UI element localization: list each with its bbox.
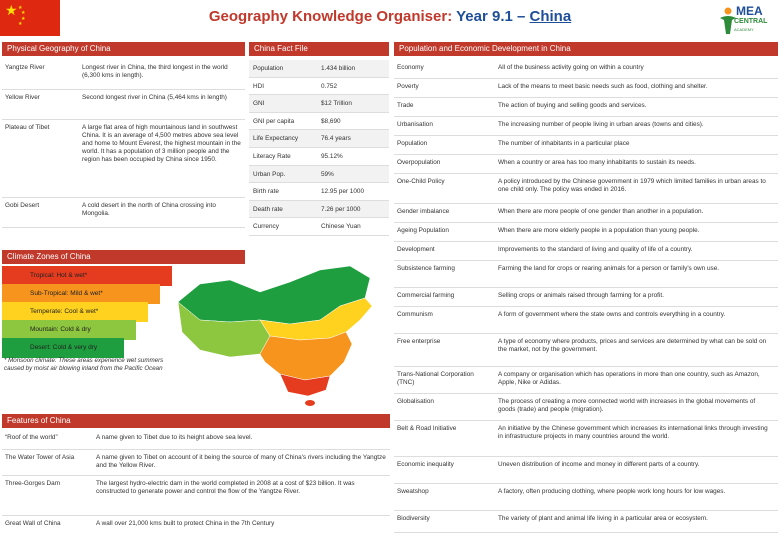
table-row xyxy=(2,120,245,198)
fact-label: Birth rate xyxy=(253,188,279,196)
term-definition: When there are more elderly people in a population than young people. xyxy=(498,227,700,234)
term-definition: Farming the land for crops or rearing animals for a person or family's own use. xyxy=(498,265,720,272)
fact-label: Currency xyxy=(253,223,279,231)
term-label: Free enterprise xyxy=(397,338,441,345)
table-row xyxy=(249,78,389,96)
climate-zone-label: Tropical: Hot & wet* xyxy=(30,272,88,279)
term-definition: Selling crops or animals raised through farming for a profit. xyxy=(498,292,664,299)
term-label: Yellow River xyxy=(5,94,40,101)
term-label: Population xyxy=(397,140,428,147)
climate-zone-swatch xyxy=(2,338,124,358)
table-row xyxy=(394,174,778,204)
logo-subtext-2: ACADEMY xyxy=(734,27,754,32)
table-row xyxy=(394,261,778,288)
table-row xyxy=(394,288,778,307)
term-label: Globalisation xyxy=(397,398,434,405)
term-definition: The largest hydro-electric dam in the world completed in 2008 at a cost of $23 billion. It was constructed to generate power and control the flow of the Yangtze River. xyxy=(96,480,355,495)
term-definition: Second longest river in China (5,464 kms in length) xyxy=(82,94,227,101)
physical-geography-heading: Physical Geography of China xyxy=(2,42,245,56)
table-row xyxy=(2,198,245,228)
term-definition: A wall over 21,000 kms built to protect China in the 7th Century xyxy=(96,520,275,527)
fact-label: Death rate xyxy=(253,205,283,213)
term-label: One-Child Policy xyxy=(397,178,445,185)
term-definition: A cold desert in the north of China crossing into Mongolia. xyxy=(82,202,216,217)
term-definition: Longest river in China, the third longest in the world (6,300 kms in length). xyxy=(82,64,228,79)
term-label: “Roof of the world” xyxy=(5,434,58,441)
fact-label: Population xyxy=(253,65,284,72)
physical-geography-table xyxy=(2,60,245,228)
climate-map xyxy=(160,262,388,407)
fact-label: GNI per capita xyxy=(253,117,295,125)
term-label: Belt & Road Initiative xyxy=(397,425,457,432)
table-row xyxy=(394,394,778,421)
term-label: Yangtze River xyxy=(5,64,45,71)
climate-zone-label: Mountain: Cold & dry xyxy=(30,326,91,333)
logo-text: MEA xyxy=(736,4,763,18)
term-definition: When a country or area has too many inhabitants to sustain its needs. xyxy=(498,159,696,166)
term-label: Commercial farming xyxy=(397,292,455,299)
term-definition: A name given to Tibet due to its height above sea level. xyxy=(96,434,253,441)
table-row xyxy=(394,98,778,117)
fact-value: 76.4 years xyxy=(321,135,351,143)
small-star-icon: ★ xyxy=(18,21,23,27)
climate-zone-swatch xyxy=(2,320,136,340)
school-logo xyxy=(718,2,778,38)
table-row xyxy=(249,166,389,184)
monsoon-note: * Monsoon climate: These areas experience wet summers caused by moist air blowing inland from the Pacific Ocean xyxy=(4,357,164,372)
term-definition: A factory, often producing clothing, where people work long hours for low wages. xyxy=(498,488,726,495)
fact-value: 59% xyxy=(321,170,334,178)
features-heading: Features of China xyxy=(2,414,390,428)
term-label: The Water Tower of Asia xyxy=(5,454,75,461)
climate-zone-label: Temperate: Cool & wet* xyxy=(30,308,99,315)
page-title xyxy=(0,8,780,25)
fact-value: 95.12% xyxy=(321,152,343,160)
table-row xyxy=(394,155,778,174)
small-star-icon: ★ xyxy=(18,5,23,11)
big-star-icon: ★ xyxy=(5,2,18,18)
term-label: Great Wall of China xyxy=(5,520,61,527)
table-row xyxy=(2,476,390,516)
table-row xyxy=(249,113,389,131)
term-label: Development xyxy=(397,246,435,253)
term-definition: Improvements to the standard of living and quality of life of a country. xyxy=(498,246,693,253)
table-row xyxy=(394,367,778,394)
table-row xyxy=(394,60,778,79)
term-label: Overpopulation xyxy=(397,159,441,166)
fact-value: $8,690 xyxy=(321,117,341,125)
population-heading: Population and Economic Development in China xyxy=(394,42,778,56)
table-row xyxy=(249,218,389,236)
fact-value: 0.752 xyxy=(321,82,337,90)
population-table xyxy=(394,60,778,533)
term-label: Urbanisation xyxy=(397,121,433,128)
climate-zone-swatch xyxy=(2,266,172,286)
table-row xyxy=(2,60,245,90)
table-row xyxy=(249,130,389,148)
table-row xyxy=(2,450,390,476)
term-definition: The variety of plant and animal life living in a particular area or ecosystem. xyxy=(498,515,708,522)
table-row xyxy=(249,148,389,166)
term-definition: A company or organisation which has operations in more than one country, such as Amazon, Apple, Nike or Adidas. xyxy=(498,371,760,386)
term-definition: The increasing number of people living in urban areas (towns and cities). xyxy=(498,121,704,128)
climate-legend xyxy=(2,266,182,356)
table-row xyxy=(394,204,778,223)
fact-label: Urban Pop. xyxy=(253,170,286,178)
climate-zone-label: Sub-Tropical: Mild & wet* xyxy=(30,290,103,297)
fact-value: 7.26 per 1000 xyxy=(321,205,361,213)
features-table xyxy=(2,430,390,540)
term-label: Gender imbalance xyxy=(397,208,450,215)
term-label: Biodiversity xyxy=(397,515,430,522)
small-star-icon: ★ xyxy=(21,10,26,16)
term-label: Economy xyxy=(397,64,424,71)
term-label: Economic inequality xyxy=(397,461,454,468)
term-label: Plateau of Tibet xyxy=(5,124,50,131)
logo-subtext: CENTRAL xyxy=(734,18,768,25)
table-row xyxy=(2,90,245,120)
fact-file-heading: China Fact File xyxy=(249,42,389,56)
table-row xyxy=(394,511,778,533)
term-label: Ageing Population xyxy=(397,227,449,234)
term-definition: A large flat area of high mountainous land in southwest China. It is an average of 4,500 metres above sea level and home to Mount Everest, the highest mountain in the world. It has a population of 3 million people and the region has been occupied by China since 1950. xyxy=(82,124,241,163)
table-row xyxy=(249,95,389,113)
term-label: Trans-National Corporation (TNC) xyxy=(397,371,474,386)
title-year: Year 9.1 – xyxy=(456,8,526,25)
fact-label: GNI xyxy=(253,100,265,108)
fact-label: Life Expectancy xyxy=(253,135,299,143)
fact-value: 1.434 billion xyxy=(321,65,356,72)
title-main: Geography Knowledge Organiser: xyxy=(208,8,453,25)
table-row xyxy=(394,136,778,155)
small-star-icon: ★ xyxy=(21,16,26,22)
table-row xyxy=(394,223,778,242)
term-definition: A name given to Tibet on account of it being the source of many of China's rivers including the Yangtze and the Yellow River. xyxy=(96,454,386,469)
climate-zone-swatch xyxy=(2,284,160,304)
climate-heading: Climate Zones of China xyxy=(2,250,245,264)
fact-value: Chinese Yuan xyxy=(321,223,361,231)
term-label: Communism xyxy=(397,311,433,318)
term-definition: Lack of the means to meet basic needs such as food, clothing and shelter. xyxy=(498,83,708,90)
term-definition: Uneven distribution of income and money in different parts of a country. xyxy=(498,461,700,468)
term-definition: A policy introduced by the Chinese government in 1979 which limited families in urban areas to one child only. The policy was ended in 2016. xyxy=(498,178,766,193)
term-definition: An initiative by the Chinese government which increases its international links through investing in infrastructure projects in many countries around the world. xyxy=(498,425,768,440)
table-row xyxy=(394,334,778,367)
fact-file-table xyxy=(249,60,389,236)
fact-label: HDI xyxy=(253,82,265,90)
title-topic: China xyxy=(529,8,572,25)
table-row xyxy=(394,79,778,98)
table-row xyxy=(394,307,778,334)
term-definition: The process of creating a more connected world with increases in the global movements of goods (trade) and people (migration). xyxy=(498,398,756,413)
term-definition: The action of buying and selling goods and services. xyxy=(498,102,647,109)
term-label: Poverty xyxy=(397,83,419,90)
table-row xyxy=(394,421,778,457)
term-label: Three-Gorges Dam xyxy=(5,480,61,487)
term-definition: All of the business activity going on within a country xyxy=(498,64,644,71)
table-row xyxy=(394,117,778,136)
term-label: Trade xyxy=(397,102,414,109)
fact-value: 12.95 per 1000 xyxy=(321,188,364,196)
table-row xyxy=(249,183,389,201)
table-row xyxy=(394,242,778,261)
table-row xyxy=(2,430,390,450)
table-row xyxy=(2,516,390,540)
term-definition: A type of economy where products, prices and services are determined by what can be sold on the market, not by the government. xyxy=(498,338,767,353)
climate-zone-swatch xyxy=(2,302,148,322)
climate-zone-label: Desert: Cold & very dry xyxy=(30,344,98,351)
term-definition: A form of government where the state owns and controls everything in a country. xyxy=(498,311,726,318)
fact-label: Literacy Rate xyxy=(253,152,291,160)
table-row xyxy=(394,457,778,484)
term-label: Subsistence farming xyxy=(397,265,455,272)
table-row xyxy=(249,60,389,78)
term-definition: The number of inhabitants in a particular place xyxy=(498,140,630,147)
table-row xyxy=(249,201,389,219)
fact-value: $12 Trillion xyxy=(321,100,352,108)
term-label: Gobi Desert xyxy=(5,202,40,209)
table-row xyxy=(394,484,778,511)
term-label: Sweatshop xyxy=(397,488,429,495)
term-definition: When there are more people of one gender than another in a population. xyxy=(498,208,704,215)
